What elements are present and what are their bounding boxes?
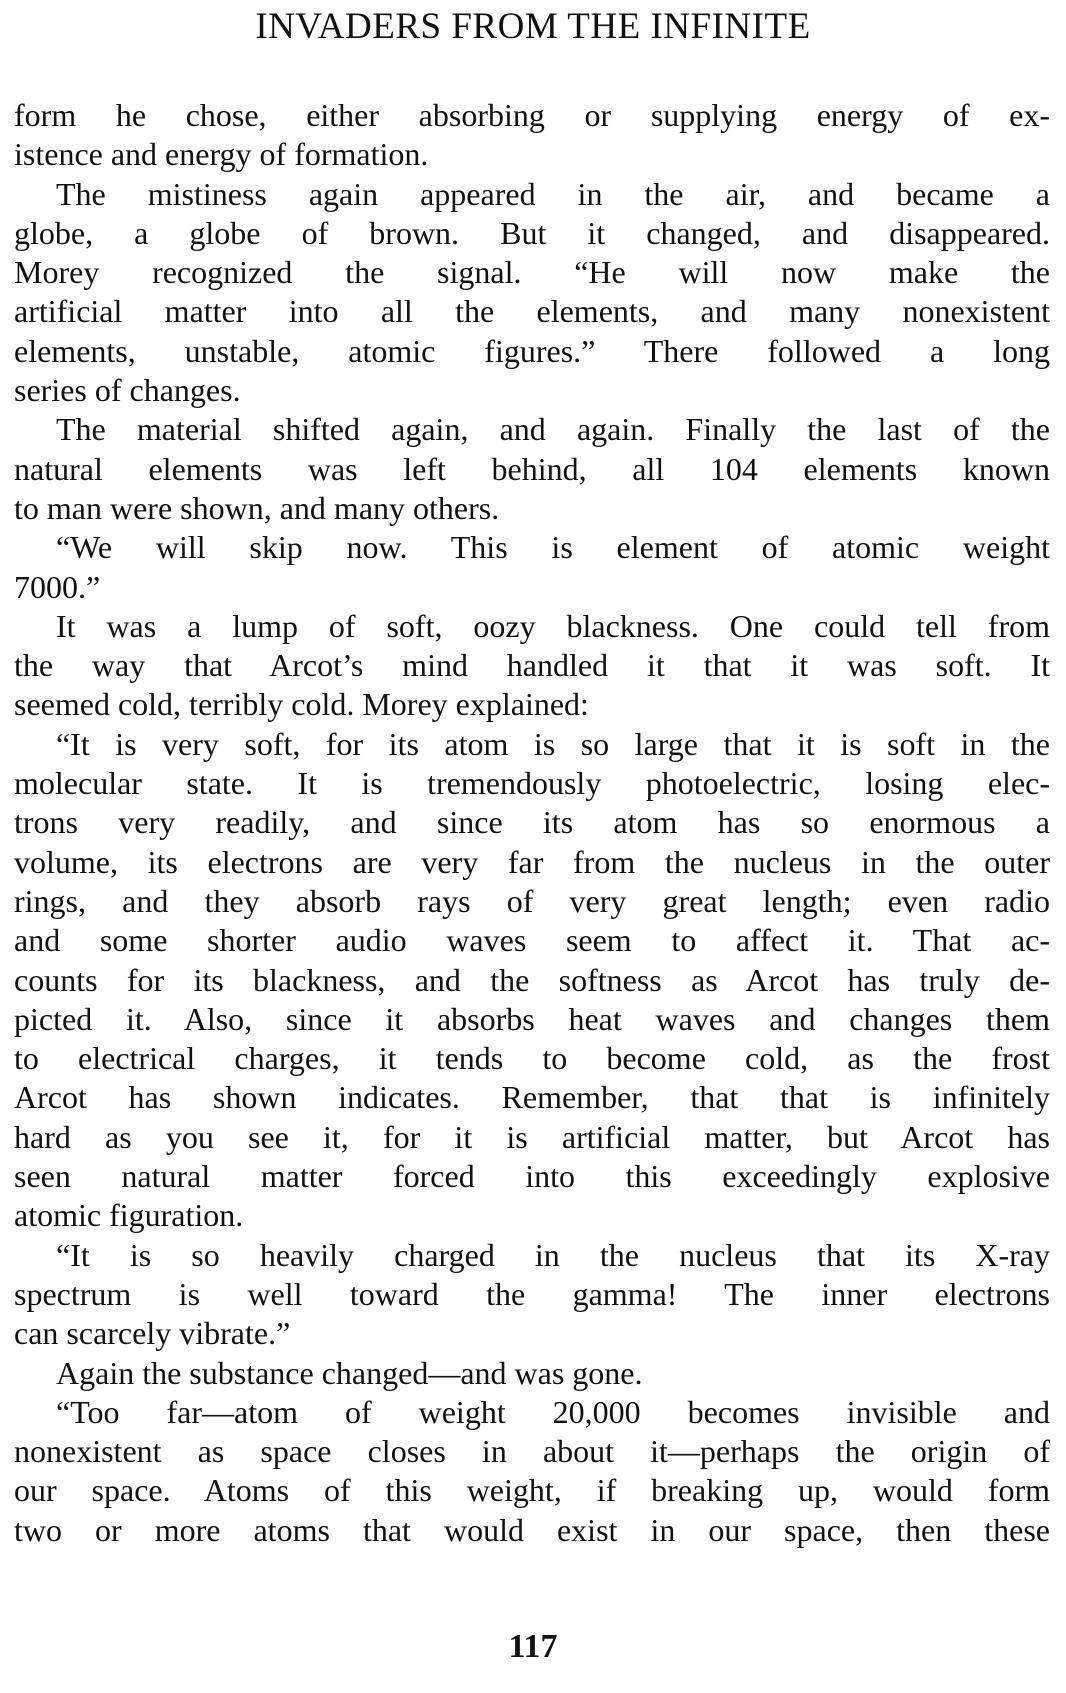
text-line: Morey recognized the signal. “He will now make the xyxy=(14,254,1050,291)
text-line: “We will skip now. This is element of atomic weight xyxy=(56,529,1050,566)
running-head: INVADERS FROM THE INFINITE xyxy=(255,6,811,47)
text-line: and some shorter audio waves seem to affect it. That ac- xyxy=(14,922,1050,959)
text-line: our space. Atoms of this weight, if breaking up, would form xyxy=(14,1472,1050,1509)
text-line: It was a lump of soft, oozy blackness. One could tell from xyxy=(56,607,1050,644)
text-line: 7000.” xyxy=(14,568,101,605)
text-line: rings, and they absorb rays of very great length; even radio xyxy=(14,882,1050,919)
text-line: molecular state. It is tremendously photoelectric, losing elec- xyxy=(14,765,1050,802)
text-line: seen natural matter forced into this exceedingly explosive xyxy=(14,1158,1050,1195)
text-line: The material shifted again, and again. Finally the last of the xyxy=(56,411,1050,448)
text-line: to electrical charges, it tends to become cold, as the frost xyxy=(14,1040,1050,1077)
text-line: nonexistent as space closes in about it—perhaps the origin of xyxy=(14,1433,1050,1470)
text-line: two or more atoms that would exist in our space, then these xyxy=(14,1511,1050,1548)
text-line: “It is so heavily charged in the nucleus that its X-ray xyxy=(56,1236,1050,1273)
text-line: series of changes. xyxy=(14,372,241,409)
text-line: seemed cold, terribly cold. Morey explained: xyxy=(14,686,589,723)
text-line: trons very readily, and since its atom has so enormous a xyxy=(14,804,1050,841)
text-line: “It is very soft, for its atom is so large that it is soft in the xyxy=(56,725,1050,762)
body-text xyxy=(14,96,1050,1550)
text-line: natural elements was left behind, all 104 elements known xyxy=(14,450,1050,487)
text-line: spectrum is well toward the gamma! The inner electrons xyxy=(14,1275,1050,1312)
text-line: artificial matter into all the elements, and many nonexistent xyxy=(14,293,1050,330)
text-line: Again the substance changed—and was gone. xyxy=(56,1354,643,1391)
text-line: picted it. Also, since it absorbs heat waves and changes them xyxy=(14,1000,1050,1037)
text-line: atomic figuration. xyxy=(14,1197,244,1234)
text-line: the way that Arcot’s mind handled it that it was soft. It xyxy=(14,647,1050,684)
page-number: 117 xyxy=(508,1628,558,1665)
text-line: “Too far—atom of weight 20,000 becomes invisible and xyxy=(56,1393,1050,1430)
text-line: to man were shown, and many others. xyxy=(14,489,500,526)
text-line: elements, unstable, atomic figures.” There followed a long xyxy=(14,332,1050,369)
text-line: can scarcely vibrate.” xyxy=(14,1315,291,1352)
text-line: Arcot has shown indicates. Remember, that that is infinitely xyxy=(14,1079,1050,1116)
text-line: istence and energy of formation. xyxy=(14,136,429,173)
text-line: counts for its blackness, and the softness as Arcot has truly de- xyxy=(14,961,1050,998)
text-line: hard as you see it, for it is artificial matter, but Arcot has xyxy=(14,1118,1050,1155)
text-line: The mistiness again appeared in the air, and became a xyxy=(56,175,1050,212)
text-line: form he chose, either absorbing or supplying energy of ex- xyxy=(14,97,1050,133)
text-line: globe, a globe of brown. But it changed, and disappeared. xyxy=(14,214,1050,251)
text-line: volume, its electrons are very far from the nucleus in the outer xyxy=(14,843,1050,880)
